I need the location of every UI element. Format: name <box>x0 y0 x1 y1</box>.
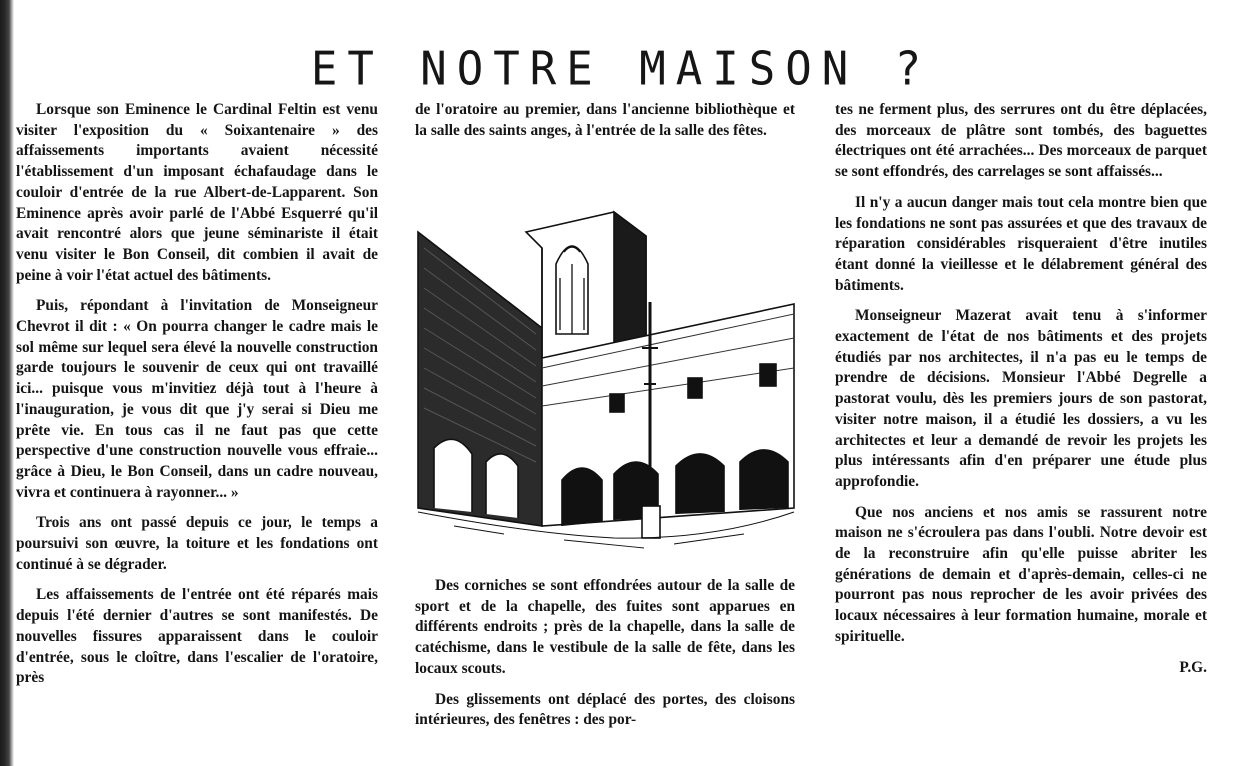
scan-border <box>0 0 14 766</box>
paragraph: Que nos anciens et nos amis se rassurent notre maison ne s'écroulera pas dans l'oubli. Notre devoir est de la reconstruire afin qu'elle puisse abriter les générations de demain et d'après-demain, celles-ci ne pourront pas nous reprocher de les avoir privées des locaux nécessaires à leur formation humaine, morale et spirituelle. <box>835 503 1207 645</box>
paragraph: Des corniches se sont effondrées autour de la salle de sport et de la chapelle, des fuites sont apparues en différents endroits ; près de la chapelle, dans la salle de catéchisme, dans le vestibule de la salle de fête, dans les locaux scouts. <box>415 577 795 677</box>
article-column-3 <box>835 100 1207 688</box>
paragraph: Trois ans ont passé depuis ce jour, le temps a poursuivi son œuvre, la toiture et les fondations ont continué à se dégrader. <box>16 514 378 573</box>
author-signature: P.G. <box>1179 658 1207 676</box>
paragraph: Des glissements ont déplacé des portes, des cloisons intérieures, des fenêtres : des por- <box>415 690 795 729</box>
article-column-2-lower <box>415 576 795 741</box>
paragraph: Monseigneur Mazerat avait tenu à s'informer exactement de l'état de nos bâtiments et des projets étudiés par nos architectes, il n'a pas eu le temps de prendre de décisions. Monsieur l'Abbé Degrelle a pastorat voulu, dès les premiers jours de son pastorat, visiter notre maison, il a étudié les dossiers, a vu les architectes et leur a demandé de revoir les projets les plus intéressants afin d'en préparer une étude plus approfondie. <box>835 307 1207 490</box>
cloister-courtyard-sketch-icon <box>414 208 798 558</box>
paragraph: Puis, répondant à l'invitation de Monseigneur Chevrot il dit : « On pourra changer le cadre mais le sol même sur lequel sera élevé la nouvelle construction garde toujours le souvenir de ceux qui ont travaillé ici... puisque vous m'invitiez déjà tout à l'heure à l'inauguration, je vous dit que j'y serai si Dieu me prête vie. En tous cas il ne faut pas que cette perspective d'une construction nouvelle vous effraie... grâce à Dieu, le Bon Conseil, dans un cadre nouveau, vivra et continuera à rayonner... » <box>16 297 378 501</box>
paragraph: Il n'y a aucun danger mais tout cela montre bien que les fondations ne sont pas assurées et que des travaux de réparation considérables risqueraient d'être inutiles étant donné la vieillesse et le délabrement général des bâtiments. <box>835 193 1207 294</box>
paragraph: de l'oratoire au premier, dans l'ancienne bibliothèque et la salle des saints anges, à l'entrée de la salle des fêtes. <box>415 101 795 139</box>
article-column-2 <box>415 100 795 151</box>
paragraph: Les affaissements de l'entrée ont été réparés mais depuis l'été dernier d'autres se sont manifestés. De nouvelles fissures apparaissent dans le couloir d'entrée, sous le cloître, dans l'escalier de l'oratoire, près <box>16 586 378 687</box>
paragraph: tes ne ferment plus, des serrures ont du être déplacées, des morceaux de plâtre sont tombés, des baguettes électriques ont été arrachées... Des morceaux de parquet se sont effondrés, des carrelages se sont affaissés... <box>835 101 1207 181</box>
paragraph: Lorsque son Eminence le Cardinal Feltin est venu visiter l'exposition du « Soixantenaire » des affaissements importants avaient nécessité l'établissement d'un imposant échafaudage dans le couloir d'entrée de la rue Albert-de-Lapparent. Son Eminence après avoir parlé de l'Abbé Esquerré qu'il avait rencontré alors que jeune séminariste il était venu visiter le Bon Conseil, dit combien il avait de peine à voir l'état actuel des bâtiments. <box>16 101 378 284</box>
headline: ET NOTRE MAISON ? <box>310 43 932 97</box>
article-column-1 <box>16 100 378 699</box>
